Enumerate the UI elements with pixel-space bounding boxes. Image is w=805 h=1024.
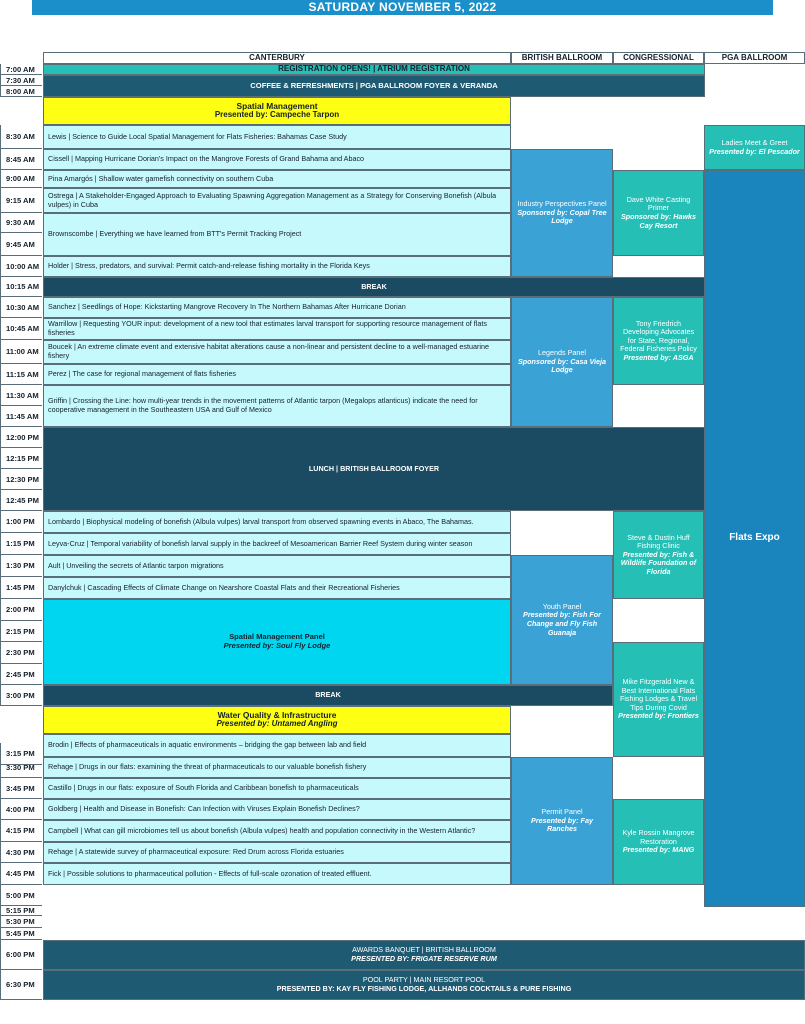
time-label[interactable]: 8:45 AM bbox=[0, 149, 42, 170]
session-spatial-panel bbox=[43, 599, 511, 685]
session-title: Steve & Dustin Huff Fishing Clinic bbox=[627, 532, 690, 551]
congressional-session bbox=[613, 642, 704, 757]
time-label[interactable]: 2:00 PM bbox=[0, 599, 42, 621]
panel-sponsor: Sponsored by: Casa Vieja Lodge bbox=[517, 356, 606, 375]
talk-cell: Brodin | Effects of pharmaceuticals in aquatic environments – bridging the gap between lab and field bbox=[43, 734, 511, 757]
british-ballroom-panel bbox=[511, 149, 613, 277]
panel-sponsor: Presented by: Fish For Change and Fly Fish Guanaja bbox=[523, 610, 601, 637]
column-header-british-ballroom: BRITISH BALLROOM bbox=[511, 52, 613, 64]
time-label[interactable]: 6:00 PM bbox=[0, 940, 42, 970]
time-label[interactable]: 1:45 PM bbox=[0, 577, 42, 599]
time-label[interactable]: 2:15 PM bbox=[0, 621, 42, 642]
time-label[interactable]: 11:45 AM bbox=[0, 406, 42, 427]
session-sponsor: Presented by: El Pescador bbox=[709, 146, 800, 156]
banner-sponsor: PRESENTED BY: KAY FLY FISHING LODGE, ALLHANDS COCKTAILS & PURE FISHING bbox=[276, 984, 572, 993]
break-cell: BREAK bbox=[43, 277, 705, 297]
banner-sponsor: PRESENTED BY: FRIGATE RESERVE RUM bbox=[351, 954, 497, 963]
panel-sponsor: Presented by: Fay Ranches bbox=[531, 815, 593, 834]
talk-cell: Goldberg | Health and Disease in Bonefish: Can Infection with Viruses Explain Bonefish Declines? bbox=[43, 799, 511, 820]
pool-party-banner bbox=[43, 970, 805, 1000]
session-title: Spatial Management bbox=[236, 101, 318, 112]
talk-cell: Boucek | An extreme climate event and extensive habitat alterations cause a non-linear and persistent decline to a well-managed estuarine fishery bbox=[43, 340, 511, 364]
time-label[interactable]: 12:00 PM bbox=[0, 427, 42, 448]
time-label[interactable]: 8:00 AM bbox=[0, 86, 42, 97]
session-title: Tony Friedrich Developing Advocates for State, Regional, Federal Fisheries Policy bbox=[620, 318, 697, 354]
talk-cell: Danylchuk | Cascading Effects of Climate Change on Nearshore Coastal Flats and their Recreational Fisheries bbox=[43, 577, 511, 599]
talk-cell: Holder | Stress, predators, and survival: Permit catch-and-release fishing mortality in the Florida Keys bbox=[43, 256, 511, 277]
talk-cell: Rehage | Drugs in our flats: examining the threat of pharmaceuticals to our valuable bonefish fishery bbox=[43, 757, 511, 778]
time-label[interactable]: 10:00 AM bbox=[0, 256, 42, 277]
panel-title: Youth Panel bbox=[542, 601, 582, 611]
coffee-banner: COFFEE & REFRESHMENTS | PGA BALLROOM FOYER & VERANDA bbox=[43, 75, 705, 97]
time-label[interactable]: 9:15 AM bbox=[0, 188, 42, 213]
pga-flats-expo: Flats Expo bbox=[704, 170, 805, 907]
session-title: Dave White Casting Primer bbox=[626, 194, 691, 213]
date-banner: SATURDAY NOVEMBER 5, 2022 bbox=[32, 0, 773, 15]
talk-cell: Ostrega | A Stakeholder-Engaged Approach to Evaluating Spawning Aggregation Management as a Strategy for Conserving Bonefish (Albula vulpes) in Cuba bbox=[43, 188, 511, 213]
session-water-quality bbox=[43, 706, 511, 734]
talk-cell: Pina Amargós | Shallow water gamefish connectivity on southern Cuba bbox=[43, 170, 511, 188]
time-label[interactable]: 4:00 PM bbox=[0, 799, 42, 820]
time-label[interactable]: 1:00 PM bbox=[0, 511, 42, 533]
time-label[interactable]: 3:00 PM bbox=[0, 685, 42, 706]
column-header-canterbury: CANTERBURY bbox=[43, 52, 511, 64]
session-sponsor: Sponsored by: Hawks Cay Resort bbox=[620, 212, 697, 230]
time-label[interactable]: 5:00 PM bbox=[0, 885, 42, 906]
time-label[interactable]: 4:15 PM bbox=[0, 820, 42, 842]
congressional-session bbox=[613, 170, 704, 256]
time-label[interactable]: 9:00 AM bbox=[0, 170, 42, 188]
talk-cell: Lombardo | Biophysical modeling of bonefish (Albula vulpes) larval transport from observed spawning events in Abaco, The Bahamas. bbox=[43, 511, 511, 533]
time-label[interactable]: 12:45 PM bbox=[0, 490, 42, 511]
talk-cell: Warrillow | Requesting YOUR input: development of a new tool that estimates larval transport for supporting resource management of flats fisheries bbox=[43, 318, 511, 340]
talk-cell: Perez | The case for regional management of flats fisheries bbox=[43, 364, 511, 385]
session-title: Mike Fitzgerald New & Best International Flats Fishing Lodges & Travel Tips During Covid bbox=[619, 677, 698, 712]
session-presenter: Presented by: Untamed Angling bbox=[216, 719, 338, 728]
time-label[interactable]: 11:30 AM bbox=[0, 385, 42, 406]
talk-cell: Fick | Possible solutions to pharmaceutical pollution - Effects of full-scale ozonation of treated effluent. bbox=[43, 863, 511, 885]
talk-cell: Rehage | A statewide survey of pharmaceutical exposure: Red Drum across Florida estuaries bbox=[43, 842, 511, 863]
time-label[interactable]: 11:15 AM bbox=[0, 364, 42, 385]
time-label[interactable]: 1:15 PM bbox=[0, 533, 42, 555]
session-title: Water Quality & Infrastructure bbox=[217, 710, 337, 721]
session-sponsor: Presented by: MANG bbox=[622, 845, 695, 855]
time-label[interactable]: 2:30 PM bbox=[0, 642, 42, 664]
registration-banner: REGISTRATION OPENS! | ATRIUM REGISTRATION bbox=[43, 64, 705, 75]
time-label[interactable]: 3:15 PM bbox=[0, 743, 42, 765]
session-title: Kyle Rossin Mangrove Restoration bbox=[622, 828, 695, 846]
time-label[interactable]: 2:45 PM bbox=[0, 664, 42, 685]
talk-cell: Sanchez | Seedlings of Hope: Kickstarting Mangrove Recovery In The Northern Bahamas After Hurricane Dorian bbox=[43, 297, 511, 318]
panel-sponsor: Sponsored by: Copal Tree Lodge bbox=[517, 207, 607, 226]
panel-title: Permit Panel bbox=[541, 807, 583, 817]
time-label[interactable]: 5:30 PM bbox=[0, 916, 42, 928]
banner-title: POOL PARTY | MAIN RESORT POOL bbox=[362, 975, 486, 985]
break-cell: BREAK bbox=[43, 685, 613, 706]
congressional-session bbox=[613, 511, 704, 599]
panel-title: Legends Panel bbox=[538, 348, 586, 358]
session-presenter: Presented by: Campeche Tarpon bbox=[214, 110, 340, 119]
time-label[interactable]: 7:00 AM bbox=[0, 64, 42, 75]
column-header-congressional: CONGRESSIONAL bbox=[613, 52, 704, 64]
lunch-cell: LUNCH | BRITISH BALLROOM FOYER bbox=[43, 427, 705, 511]
british-ballroom-panel bbox=[511, 555, 613, 685]
awards-banquet-banner bbox=[43, 940, 805, 970]
talk-cell: Brownscombe | Everything we have learned from BTT's Permit Tracking Project bbox=[43, 213, 511, 256]
congressional-session bbox=[613, 799, 704, 885]
british-ballroom-panel bbox=[511, 757, 613, 885]
time-label[interactable]: 11:00 AM bbox=[0, 340, 42, 364]
time-label[interactable]: 4:45 PM bbox=[0, 863, 42, 885]
talk-cell: Cissell | Mapping Hurricane Dorian's Impact on the Mangrove Forests of Grand Bahama and Abaco bbox=[43, 149, 511, 170]
session-sponsor: Presented by: Frontiers bbox=[618, 711, 699, 721]
time-label[interactable]: 9:30 AM bbox=[0, 213, 42, 233]
session-title: Spatial Management Panel bbox=[229, 632, 325, 642]
panel-title: Industry Perspectives Panel bbox=[517, 199, 607, 209]
time-label[interactable]: 8:30 AM bbox=[0, 125, 42, 149]
time-label[interactable]: 3:45 PM bbox=[0, 778, 42, 799]
time-label[interactable]: 12:30 PM bbox=[0, 469, 42, 490]
time-label[interactable]: 10:30 AM bbox=[0, 297, 42, 318]
congressional-session bbox=[613, 297, 704, 385]
banner-title: AWARDS BANQUET | BRITISH BALLROOM bbox=[352, 945, 496, 955]
time-label[interactable]: 7:30 AM bbox=[0, 75, 42, 86]
talk-cell: Ault | Unveiling the secrets of Atlantic tarpon migrations bbox=[43, 555, 511, 577]
talk-cell: Leyva-Cruz | Temporal variability of bonefish larval supply in the backreef of Mesoamerican Barrier Reef System during winter season bbox=[43, 533, 511, 555]
time-label[interactable]: 4:30 PM bbox=[0, 842, 42, 863]
time-label[interactable]: 9:45 AM bbox=[0, 233, 42, 256]
talk-cell: Griffin | Crossing the Line: how multi-year trends in the movement patterns of Atlantic tarpon (Megalops atlanticus) indicate the need for cooperative management in the Southeastern USA and Gulf of Mexico bbox=[43, 385, 511, 427]
session-title: Ladies Meet & Greet bbox=[721, 137, 788, 147]
time-label[interactable]: 3:30 PM bbox=[0, 757, 42, 778]
talk-cell: Campbell | What can gill microbiomes tell us about bonefish (Albula vulpes) health and population connectivity in the Western Atlantic? bbox=[43, 820, 511, 842]
time-label[interactable]: 1:30 PM bbox=[0, 555, 42, 577]
talk-cell: Castillo | Drugs in our flats: exposure of South Florida and Caribbean bonefish to pharmaceuticals bbox=[43, 778, 511, 799]
column-header-pga-ballroom: PGA BALLROOM bbox=[704, 52, 805, 64]
session-spatial-management bbox=[43, 97, 511, 125]
time-label[interactable]: 10:15 AM bbox=[0, 277, 42, 297]
time-label[interactable]: 5:15 PM bbox=[0, 906, 42, 916]
time-label[interactable]: 12:15 PM bbox=[0, 448, 42, 469]
time-label[interactable]: 6:30 PM bbox=[0, 970, 42, 1000]
session-presenter: Presented by: Soul Fly Lodge bbox=[223, 641, 331, 650]
time-label[interactable]: 10:45 AM bbox=[0, 318, 42, 340]
british-ballroom-panel bbox=[511, 297, 613, 427]
session-sponsor: Presented by: ASGA bbox=[623, 352, 694, 362]
time-label[interactable]: 5:45 PM bbox=[0, 928, 42, 940]
session-sponsor: Presented by: Fish & Wildlife Foundation of Florida bbox=[620, 549, 697, 576]
talk-cell: Lewis | Science to Guide Local Spatial Management for Flats Fisheries: Bahamas Case Study bbox=[43, 125, 511, 149]
pga-ladies-meet-greet bbox=[704, 125, 805, 170]
